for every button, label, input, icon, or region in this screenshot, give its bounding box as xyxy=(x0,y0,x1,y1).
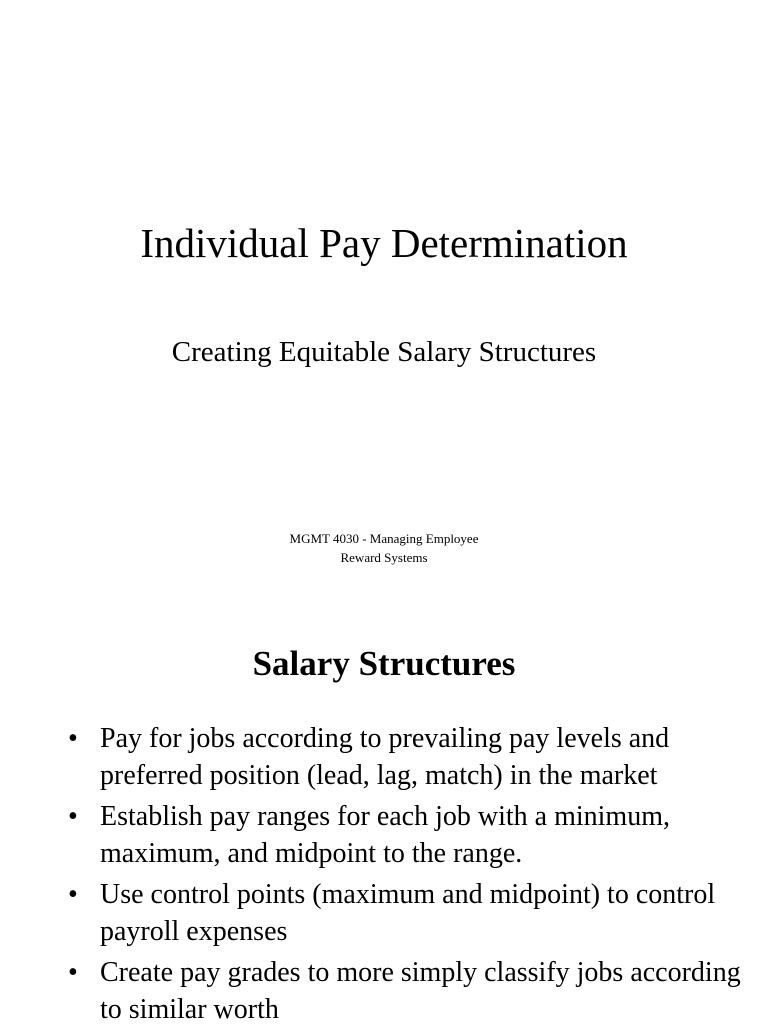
page-title: Individual Pay Determination xyxy=(140,220,628,266)
bullet-text: Use control points (maximum and midpoint) to control payroll expenses xyxy=(100,879,716,947)
bullet-icon: • xyxy=(68,957,78,988)
course-name-line1: MGMT 4030 - Managing Employee xyxy=(289,531,479,546)
course-name-line2: Reward Systems xyxy=(340,550,428,565)
bullet-text: Establish pay ranges for each job with a minimum, maximum, and midpoint to the range. xyxy=(100,801,670,869)
section-title: Salary Structures xyxy=(252,644,516,683)
course-info xyxy=(0,529,768,567)
bullet-icon: • xyxy=(68,879,78,910)
bullet-list xyxy=(62,720,742,1032)
bullet-icon: • xyxy=(68,723,78,754)
bullet-text: Pay for jobs according to prevailing pay levels and preferred position (lead, lag, match) in the market xyxy=(100,723,670,791)
page-subtitle: Creating Equitable Salary Structures xyxy=(171,336,597,368)
bullet-icon: • xyxy=(68,801,78,832)
list-item xyxy=(62,798,742,872)
list-item xyxy=(62,876,742,950)
list-item xyxy=(62,954,742,1028)
slide-salary-structures xyxy=(0,600,768,1024)
list-item xyxy=(62,720,742,794)
bullet-text: Create pay grades to more simply classify jobs according to similar worth xyxy=(100,957,741,1025)
